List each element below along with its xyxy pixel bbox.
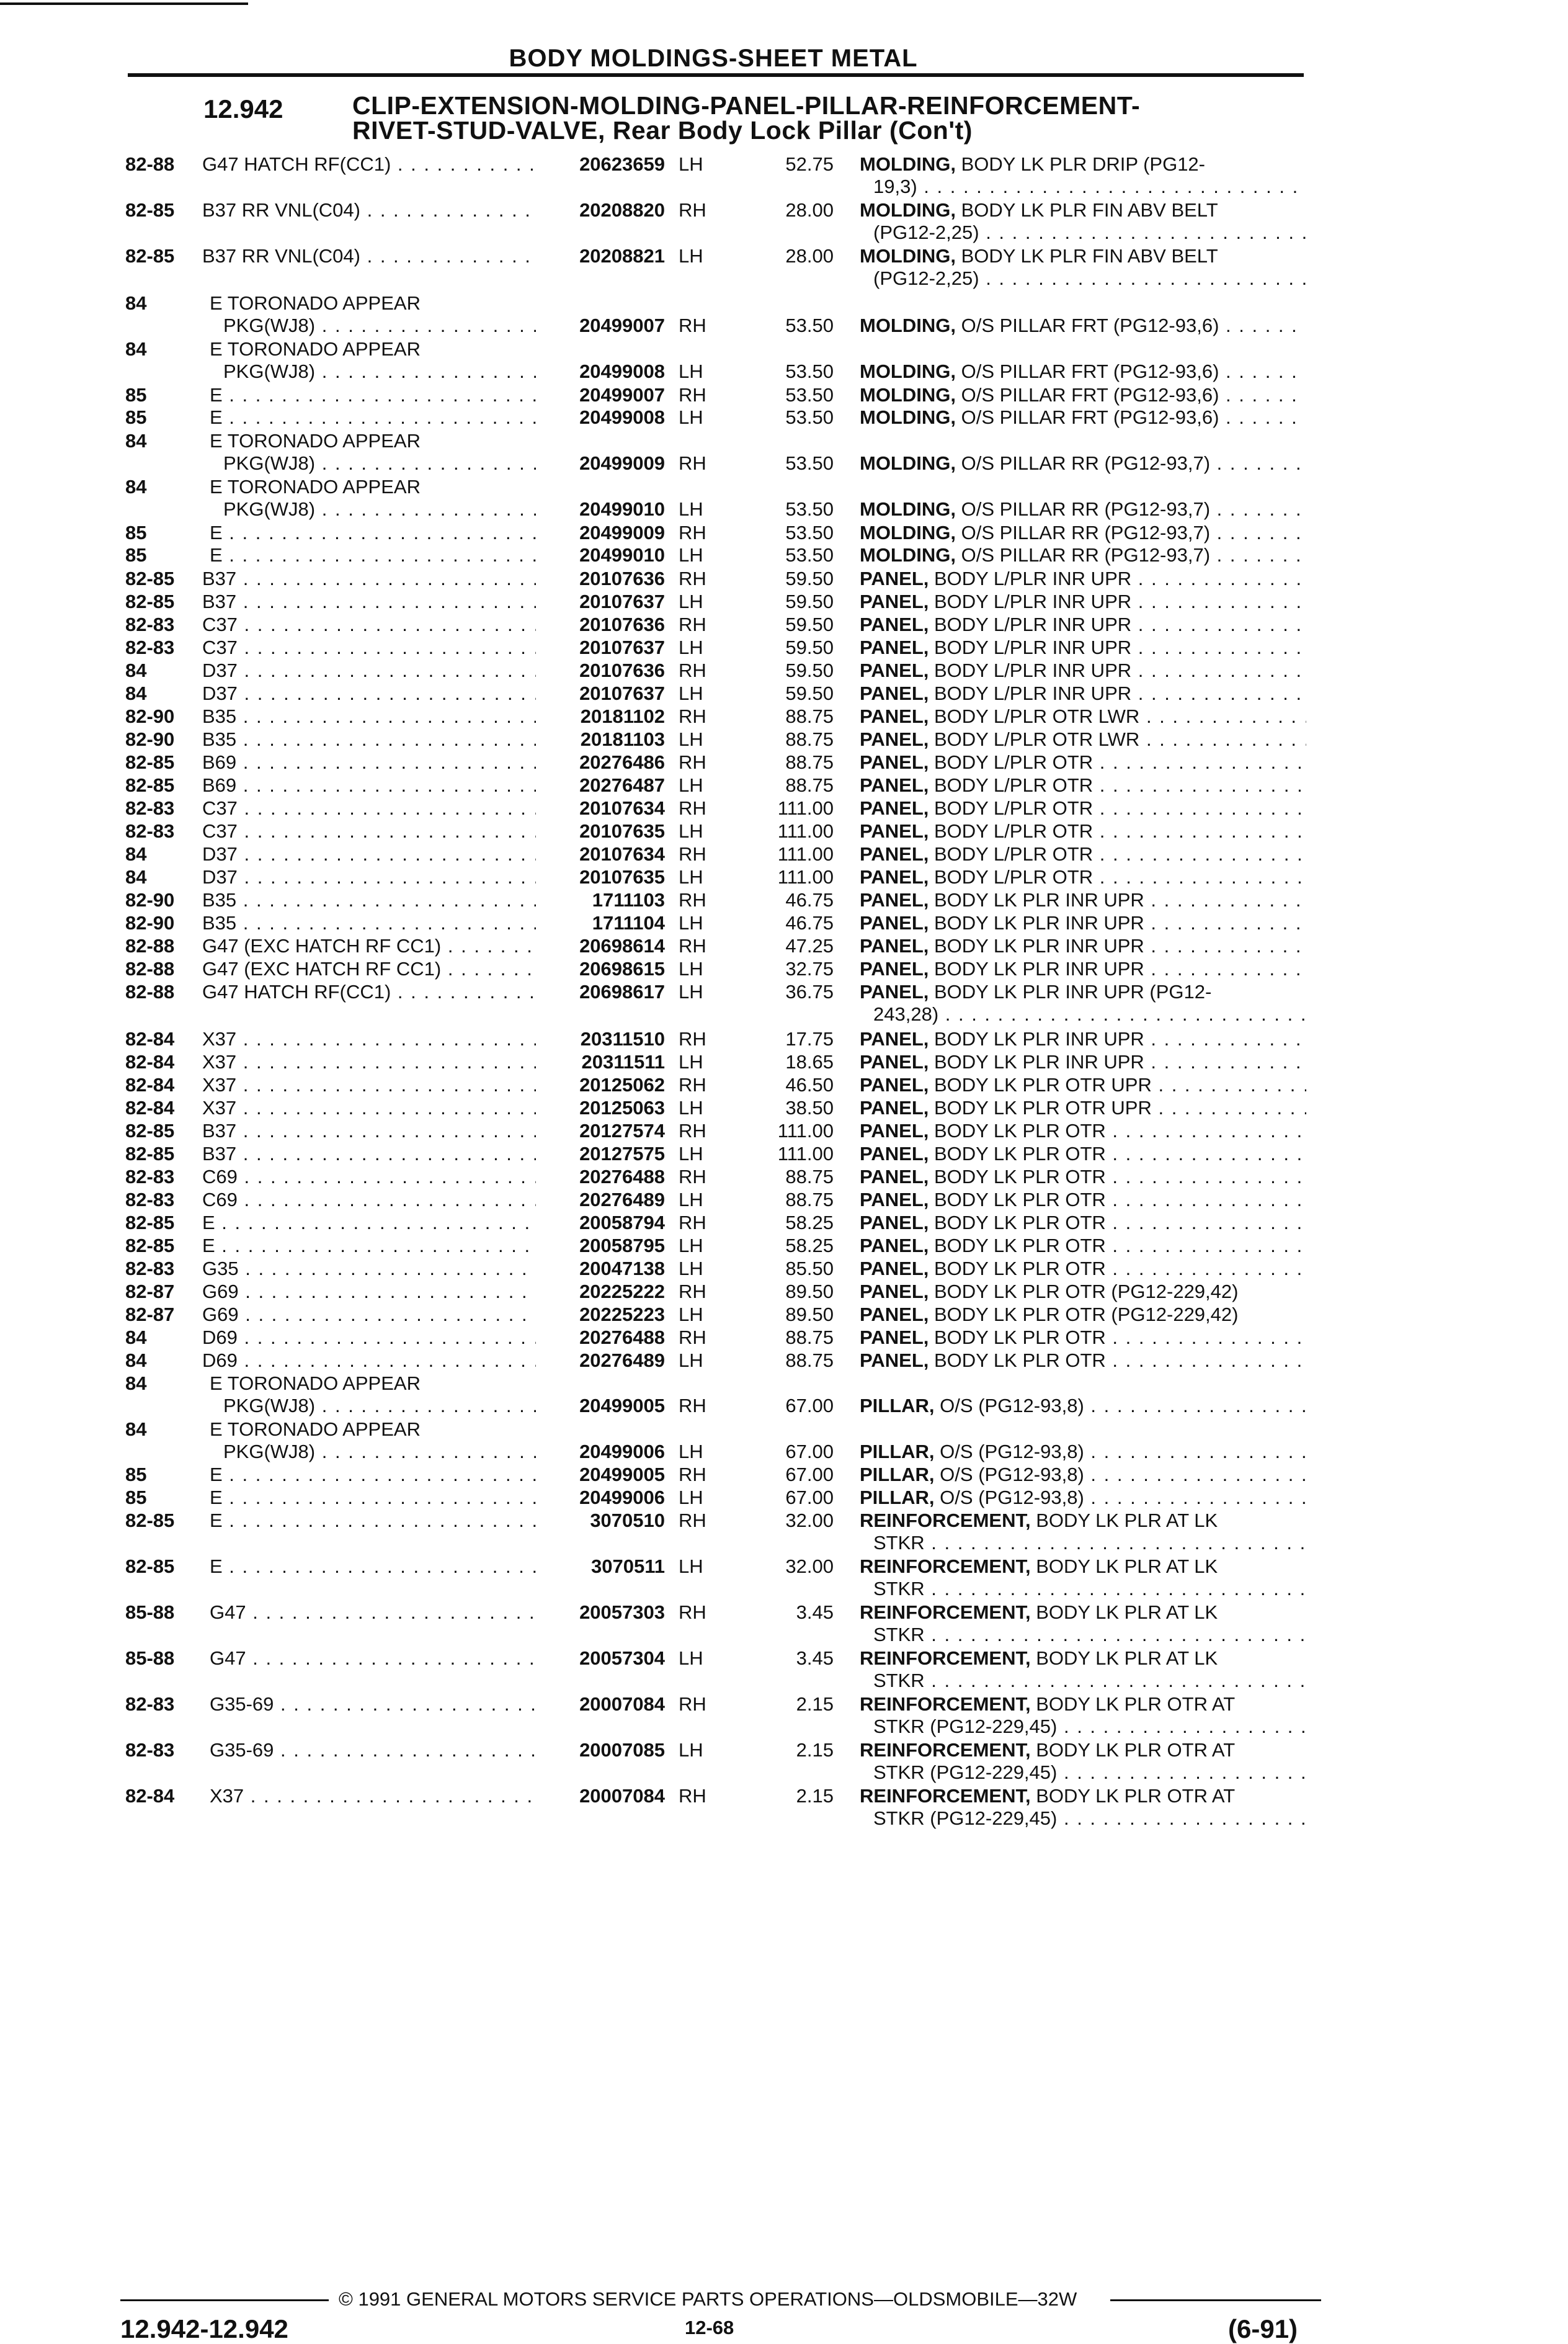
page-number: 12-68 bbox=[685, 2317, 734, 2338]
revision-date: (6-91) bbox=[1228, 2314, 1298, 2343]
page-header: BODY MOLDINGS-SHEET METAL bbox=[509, 45, 918, 72]
footer-rule-left bbox=[120, 2299, 329, 2301]
copyright-line: © 1991 GENERAL MOTORS SERVICE PARTS OPERATIONS—OLDSMOBILE—32W bbox=[339, 2288, 1077, 2310]
footer-section-range: 12.942-12.942 bbox=[120, 2314, 288, 2343]
footer-rule-right bbox=[1110, 2299, 1321, 2301]
section-number: 12.942 bbox=[203, 94, 283, 123]
section-title bbox=[352, 93, 1140, 143]
top-rule bbox=[0, 2, 248, 5]
header-rule bbox=[128, 73, 1304, 77]
section-title-line2: RIVET-STUD-VALVE, Rear Body Lock Pillar (Con't) bbox=[352, 116, 973, 145]
section-title-line1: CLIP-EXTENSION-MOLDING-PANEL-PILLAR-REINFORCEMENT- bbox=[352, 91, 1141, 120]
